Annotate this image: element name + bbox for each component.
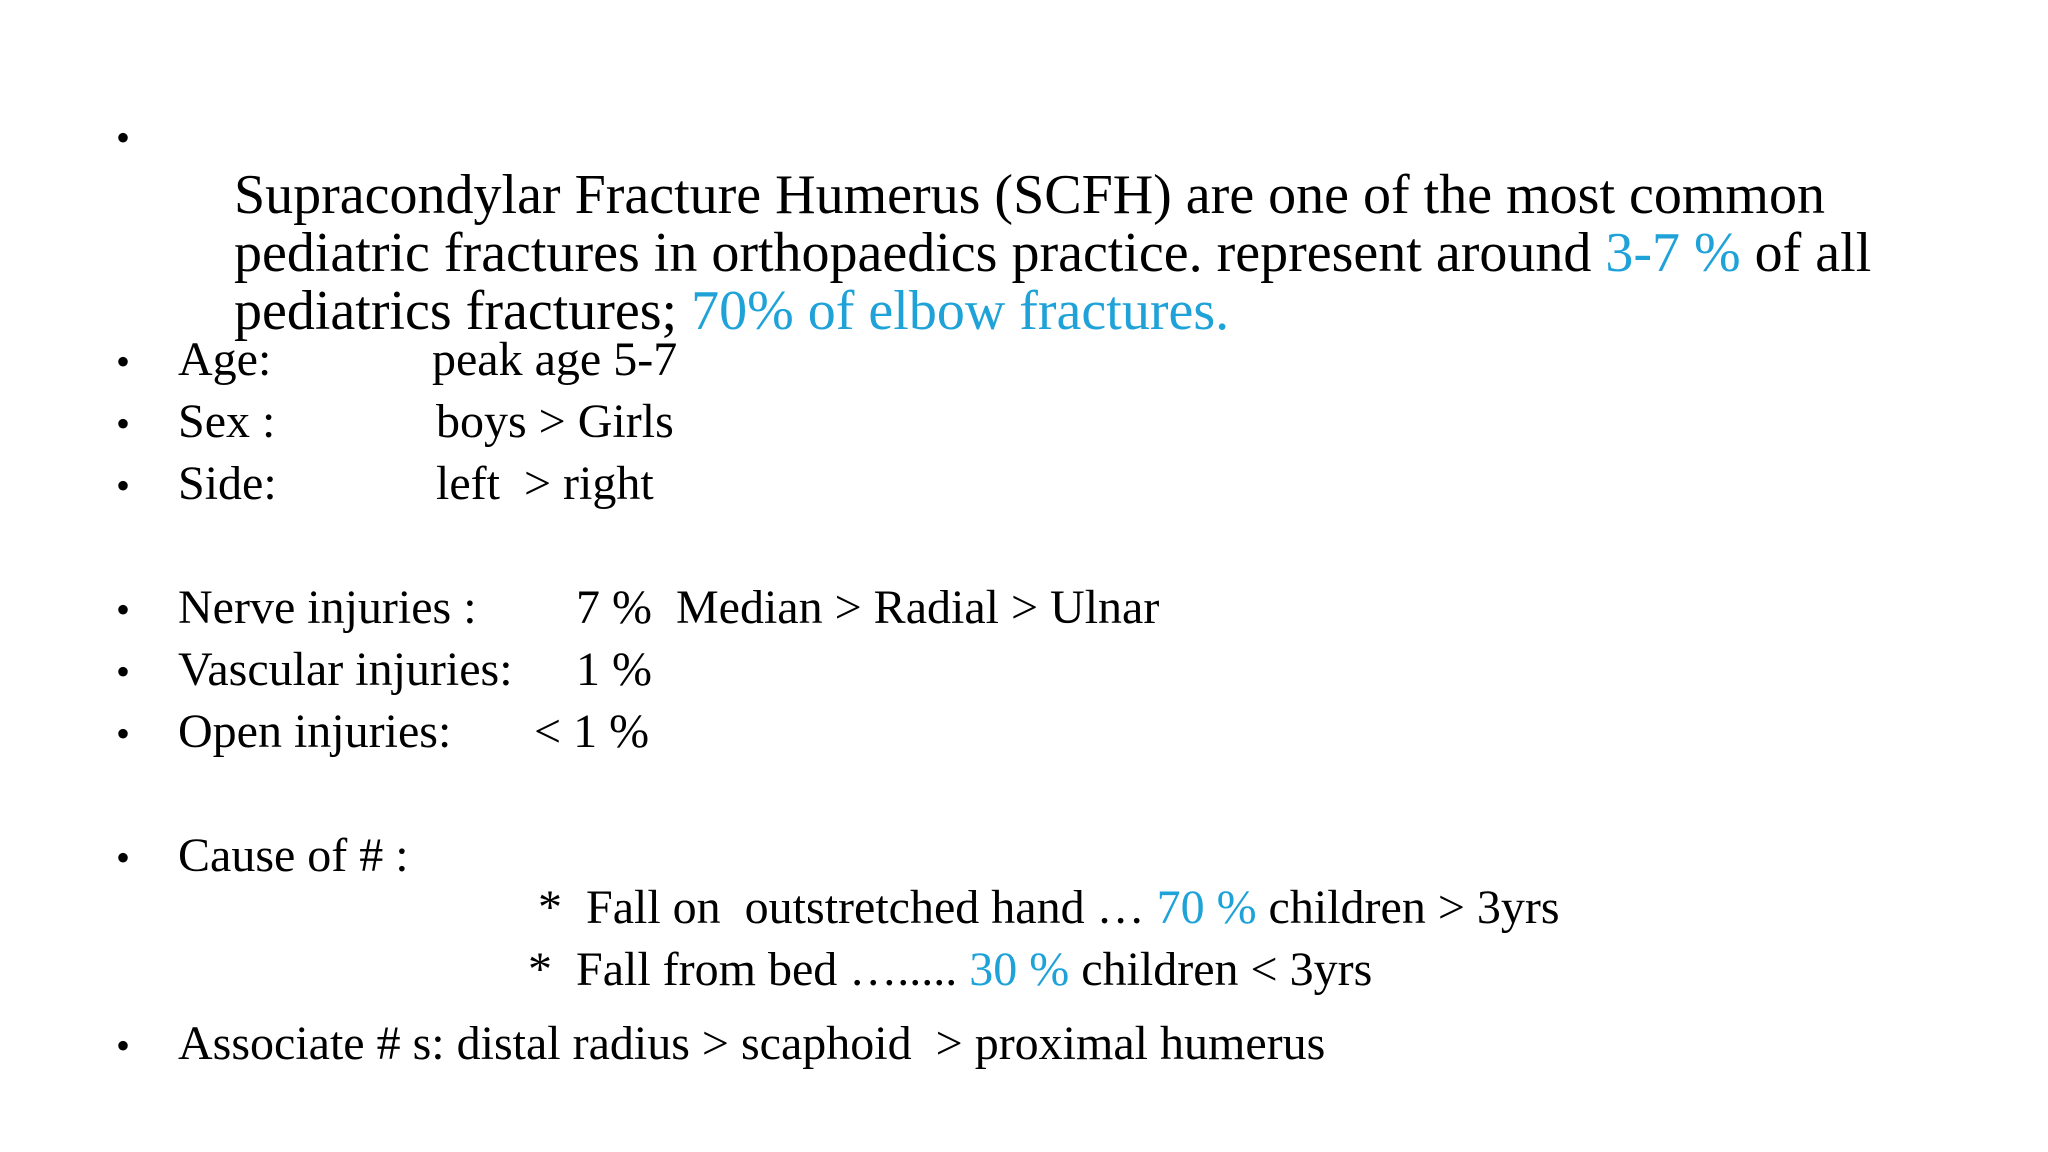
intro-line-1-text: Supracondylar Fracture Humerus (SCFH) are one of the most common [234, 164, 1825, 226]
intro-percent-highlight: 3-7 % [1605, 222, 1741, 284]
bullet-side: • [116, 463, 131, 508]
side-label: Side: [178, 457, 277, 510]
cause-item-2-suffix: children < 3yrs [1069, 943, 1373, 996]
bullet-nerve: • [116, 587, 131, 632]
age-value: peak age 5-7 [432, 333, 678, 386]
cause-item-2-percent: 30 % [969, 943, 1070, 996]
cause-item-1-suffix: children > 3yrs [1256, 881, 1560, 934]
bullet-vascular: • [116, 649, 131, 694]
age-label: Age: [178, 333, 272, 386]
vascular-value: 1 % [576, 643, 652, 696]
bullet-age: • [116, 339, 131, 384]
sex-value: boys > Girls [436, 395, 674, 448]
open-label: Open injuries: [178, 705, 452, 758]
nerve-value: 7 % Median > Radial > Ulnar [576, 581, 1160, 634]
cause-label: Cause of # : [178, 829, 409, 882]
intro-line-2-suffix: of all [1740, 222, 1872, 284]
cause-item-1-text: * Fall on outstretched hand … [538, 881, 1157, 934]
sex-label: Sex : [178, 395, 276, 448]
bullet-associated: • [116, 1023, 131, 1068]
bullet-sex: • [116, 401, 131, 446]
bullet-cause: • [116, 835, 131, 880]
intro-line-3-text: pediatrics fractures; [234, 280, 692, 342]
intro-elbow-highlight: 70% of elbow fractures. [691, 280, 1230, 342]
nerve-label: Nerve injuries : [178, 581, 477, 634]
cause-item-2-text: * Fall from bed …..... [528, 943, 970, 996]
open-value: < 1 % [534, 705, 650, 758]
bullet-open: • [116, 711, 131, 756]
side-value: left > right [436, 457, 654, 510]
vascular-label: Vascular injuries: [178, 643, 513, 696]
cause-item-1-percent: 70 % [1156, 881, 1257, 934]
intro-line-3 [178, 224, 1229, 398]
bullet-intro: • [116, 115, 131, 160]
intro-line-2-text: pediatric fractures in orthopaedics practice. represent around [234, 222, 1606, 284]
associated-text: Associate # s: distal radius > scaphoid > proximal humerus [178, 1017, 1326, 1070]
